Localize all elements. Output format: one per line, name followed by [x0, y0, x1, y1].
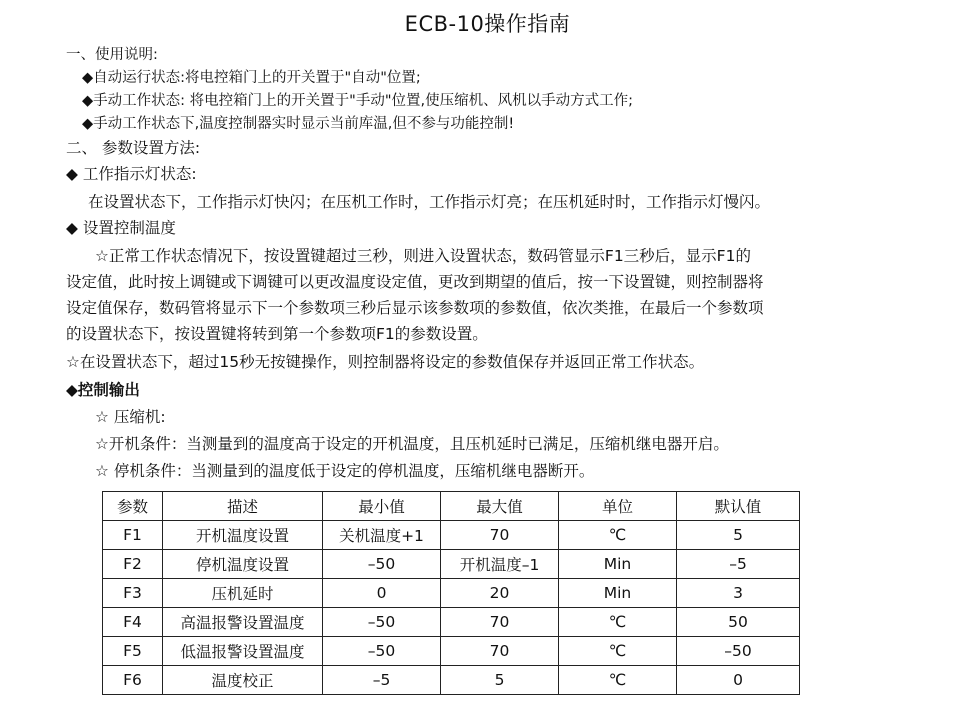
cell-unit: ℃: [559, 608, 677, 637]
header-default: 默认值: [677, 492, 800, 521]
table-row: [103, 637, 800, 666]
cell-param: F1: [103, 521, 163, 550]
set-temp-para-line-3: 设定值保存，数码管将显示下一个参数项三秒后显示该参数项的参数值，依次类推，在最后一个参数项: [66, 299, 764, 317]
stop-condition: ☆ 停机条件：当测量到的温度低于设定的停机温度，压缩机继电器断开。: [95, 462, 595, 480]
cell-description: 开机温度设置: [163, 521, 323, 550]
control-output-heading: ◆控制输出: [66, 381, 140, 399]
header-description: 描述: [163, 492, 323, 521]
cell-param: F5: [103, 637, 163, 666]
parameter-table: [102, 491, 800, 695]
set-temp-para-line-1: ☆正常工作状态情况下，按设置键超过三秒，则进入设置状态，数码管显示F1三秒后，显示F1的: [95, 247, 751, 265]
table-row: [103, 579, 800, 608]
cell-max: 70: [441, 521, 559, 550]
cell-default: –50: [677, 637, 800, 666]
cell-description: 压机延时: [163, 579, 323, 608]
cell-min: –50: [323, 608, 441, 637]
cell-default: 3: [677, 579, 800, 608]
set-temp-para-line-2: 设定值，此时按上调键或下调键可以更改温度设定值，更改到期望的值后，按一下设置键，则控制器将: [66, 273, 764, 291]
table-header-row: [103, 492, 800, 521]
section-1-item-manual: ◆手动工作状态: 将电控箱门上的开关置于"手动"位置,使压缩机、风机以手动方式工作;: [82, 93, 633, 109]
cell-description: 温度校正: [163, 666, 323, 695]
cell-param: F6: [103, 666, 163, 695]
set-temp-timeout-note: ☆在设置状态下，超过15秒无按键操作，则控制器将设定的参数值保存并返回正常工作状态。: [66, 353, 705, 371]
cell-default: 0: [677, 666, 800, 695]
header-max: 最大值: [441, 492, 559, 521]
header-param: 参数: [103, 492, 163, 521]
cell-max: 5: [441, 666, 559, 695]
compressor-heading: ☆ 压缩机:: [95, 408, 166, 426]
cell-default: 50: [677, 608, 800, 637]
cell-description: 高温报警设置温度: [163, 608, 323, 637]
cell-min: 0: [323, 579, 441, 608]
cell-max: 70: [441, 637, 559, 666]
header-min: 最小值: [323, 492, 441, 521]
start-condition: ☆开机条件：当测量到的温度高于设定的开机温度，且压机延时已满足，压缩机继电器开启。: [95, 435, 729, 453]
cell-unit: ℃: [559, 521, 677, 550]
cell-default: –5: [677, 550, 800, 579]
cell-min: –50: [323, 637, 441, 666]
set-temp-heading: ◆ 设置控制温度: [66, 219, 176, 237]
cell-param: F3: [103, 579, 163, 608]
cell-unit: Min: [559, 550, 677, 579]
cell-description: 低温报警设置温度: [163, 637, 323, 666]
cell-max: 开机温度–1: [441, 550, 559, 579]
table-row: [103, 550, 800, 579]
document-title: ECB-10操作指南: [404, 12, 571, 36]
indicator-text: 在设置状态下，工作指示灯快闪；在压机工作时，工作指示灯亮；在压机延时时，工作指示灯慢闪。: [88, 193, 771, 211]
cell-unit: ℃: [559, 666, 677, 695]
section-2-heading: 二、 参数设置方法:: [66, 139, 201, 157]
cell-min: –50: [323, 550, 441, 579]
table-row: [103, 608, 800, 637]
cell-min: –5: [323, 666, 441, 695]
section-1-item-manual-display: ◆手动工作状态下,温度控制器实时显示当前库温,但不参与功能控制!: [82, 116, 515, 132]
cell-max: 20: [441, 579, 559, 608]
indicator-heading: ◆ 工作指示灯状态:: [66, 165, 197, 183]
table-row: [103, 521, 800, 550]
cell-unit: Min: [559, 579, 677, 608]
section-1-item-auto: ◆自动运行状态:将电控箱门上的开关置于"自动"位置;: [82, 70, 421, 86]
cell-param: F2: [103, 550, 163, 579]
set-temp-para-line-4: 的设置状态下，按设置键将转到第一个参数项F1的参数设置。: [66, 325, 488, 343]
table-row: [103, 666, 800, 695]
cell-param: F4: [103, 608, 163, 637]
cell-unit: ℃: [559, 637, 677, 666]
cell-max: 70: [441, 608, 559, 637]
cell-description: 停机温度设置: [163, 550, 323, 579]
cell-default: 5: [677, 521, 800, 550]
header-unit: 单位: [559, 492, 677, 521]
section-1-heading: 一、使用说明:: [66, 47, 158, 63]
cell-min: 关机温度+1: [323, 521, 441, 550]
